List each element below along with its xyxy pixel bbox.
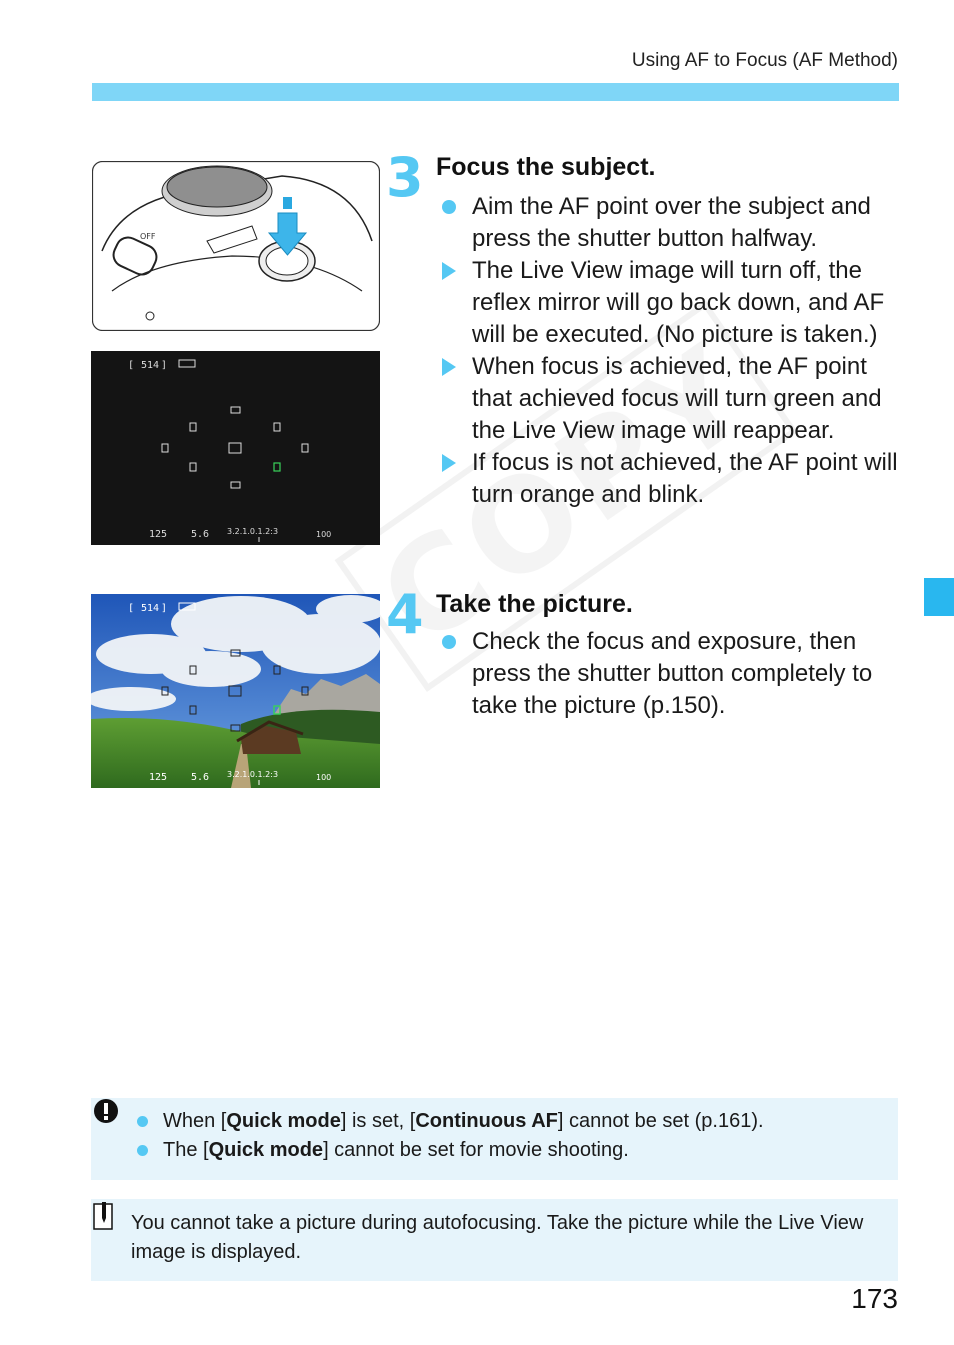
svg-text:]: ] [161,603,168,614]
svg-text:100: 100 [316,773,332,782]
list-item: The Live View image will turn off, the reflex mirror will go back down, and AF will be executed. (No picture is taken.) [440,255,900,351]
list-item: When focus is achieved, the AF point that achieved focus will turn green and the Live View image will reappear. [440,351,900,447]
svg-text:514: 514 [141,603,160,614]
list-item: If focus is not achieved, the AF point will turn orange and blink. [440,447,900,511]
step-3-title: Focus the subject. [436,153,656,181]
step-3-list [440,191,900,511]
svg-text:5.6: 5.6 [191,529,210,540]
chapter-tab [924,578,954,616]
svg-text:3.2.1.0.1.2:3: 3.2.1.0.1.2:3 [227,527,279,536]
result-arrow-icon [442,454,456,472]
step-4-list [440,626,900,722]
page-number: 173 [851,1283,898,1314]
bullet-dot-icon [442,200,456,214]
svg-text:100: 100 [316,530,332,539]
memo-pencil-icon [93,1201,115,1231]
list-item: Check the focus and exposure, then press the shutter button completely to take the picture (p.150). [440,626,900,722]
caution-note [91,1098,898,1180]
list-item: Aim the AF point over the subject and press the shutter button halfway. [440,191,900,255]
bullet-dot-icon [137,1145,148,1156]
live-view-photo [91,594,380,788]
running-head: Using AF to Focus (AF Method) [631,50,898,71]
memo-text: You cannot take a picture during autofocusing. Take the picture while the Live View image is displayed. [131,1212,864,1263]
step-4-title: Take the picture. [436,590,633,618]
svg-text:125: 125 [149,772,168,783]
result-arrow-icon [442,262,456,280]
result-arrow-icon [442,358,456,376]
caution-icon [93,1098,119,1124]
memo-note [91,1199,898,1281]
step-3-number: 3 [386,146,424,209]
svg-text:]: ] [161,360,168,371]
camera-shutter-illustration [92,161,380,331]
svg-text:514: 514 [141,360,160,371]
bullet-dot-icon [442,635,456,649]
svg-text:5.6: 5.6 [191,772,210,783]
svg-text:3.2.1.0.1.2:3: 3.2.1.0.1.2:3 [227,770,279,779]
svg-text:OFF: OFF [140,232,156,241]
bullet-dot-icon [137,1116,148,1127]
header-bar [92,83,899,101]
caution-list [135,1107,764,1165]
list-item: When [Quick mode] is set, [Continuous AF] cannot be set (p.161). [135,1107,764,1136]
list-item: The [Quick mode] cannot be set for movie shooting. [135,1136,764,1165]
svg-text:125: 125 [149,529,168,540]
svg-text:[: [ [128,360,135,371]
live-view-af-display [91,351,380,545]
step-4-number: 4 [386,583,424,646]
svg-text:[: [ [128,603,135,614]
